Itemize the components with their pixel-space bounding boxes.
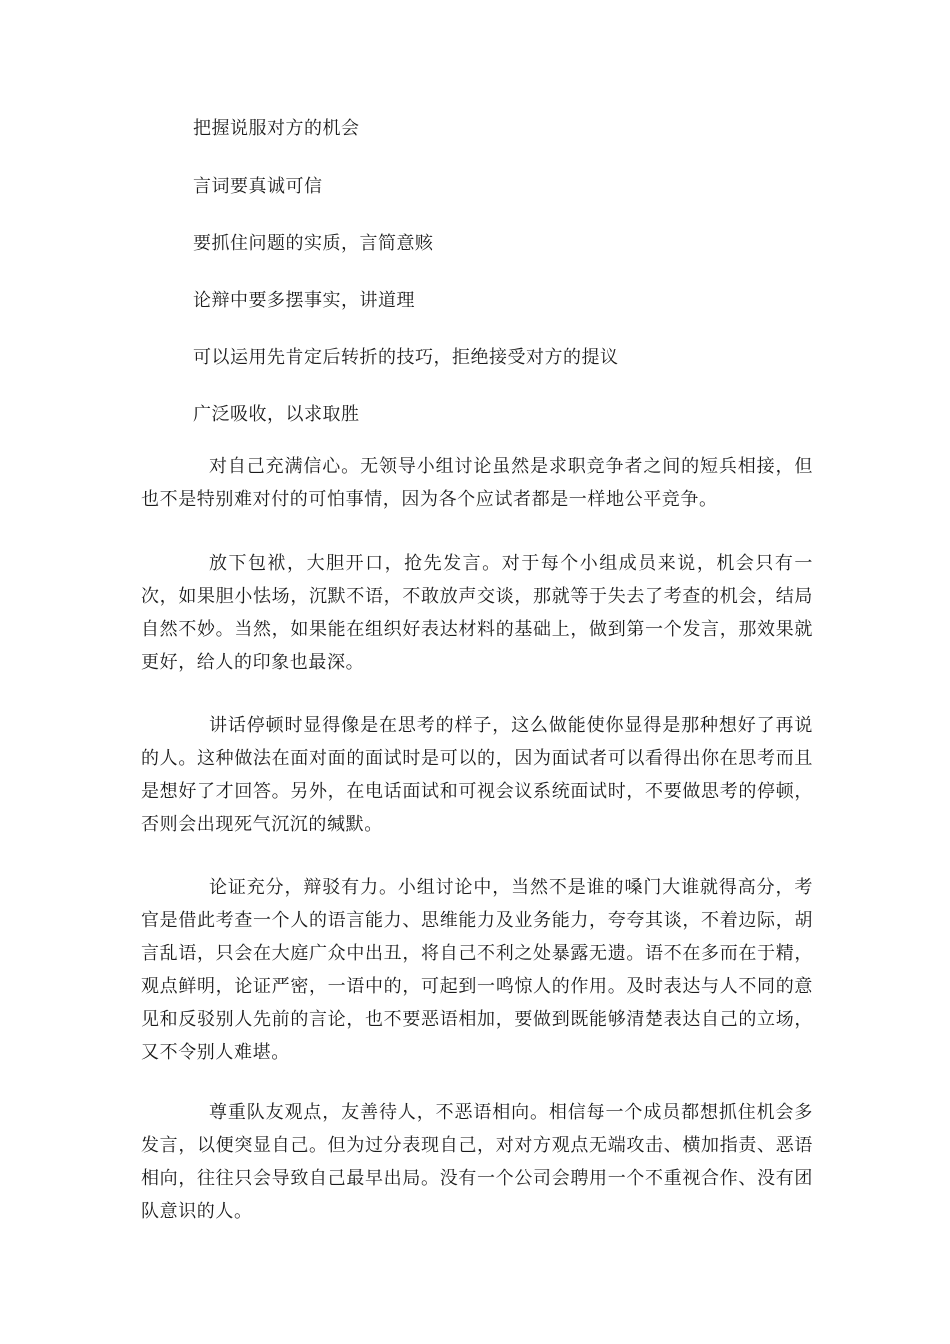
list-item: 把握说服对方的机会	[193, 118, 360, 139]
paragraph: 论证充分，辩驳有力。小组讨论中，当然不是谁的嗓门大谁就得高分，考官是借此考查一个人的语言能力、思维能力及业务能力，夸夸其谈，不着边际，胡言乱语，只会在大庭广众中出丑，将自己不利之处暴露无遗。语不在多而在于精，观点鲜明，论证严密，一语中的，可起到一鸣惊人的作用。及时表达与人不同的意见和反驳别人先前的言论，也不要恶语相加，要做到既能够清楚表达自己的立场，又不令别人难堪。	[141, 877, 813, 1063]
paragraph: 尊重队友观点，友善待人，不恶语相向。相信每一个成员都想抓住机会多发言，以便突显自己。但为过分表现自己，对对方观点无端攻击、横加指责、恶语相向，往往只会导致自己最早出局。没有一个公司会聘用一个不重视合作、没有团队意识的人。	[141, 1102, 813, 1222]
paragraph: 对自己充满信心。无领导小组讨论虽然是求职竞争者之间的短兵相接，但也不是特别难对付的可怕事情，因为各个应试者都是一样地公平竞争。	[141, 456, 813, 510]
paragraph: 放下包袱，大胆开口，抢先发言。对于每个小组成员来说，机会只有一次，如果胆小怯场，沉默不语，不敢放声交谈，那就等于失去了考查的机会，结局自然不妙。当然，如果能在组织好表达材料的基础上，做到第一个发言，那效果就更好，给人的印象也最深。	[141, 553, 813, 673]
list-item: 论辩中要多摆事实，讲道理	[193, 290, 415, 311]
list-item: 可以运用先肯定后转折的技巧，拒绝接受对方的提议	[193, 347, 619, 368]
list-item: 要抓住问题的实质，言简意赅	[193, 233, 434, 254]
list-item: 广泛吸收，以求取胜	[193, 404, 360, 425]
list-item: 言词要真诚可信	[193, 176, 323, 197]
paragraph: 讲话停顿时显得像是在思考的样子，这么做能使你显得是那种想好了再说的人。这种做法在面对面的面试时是可以的，因为面试者可以看得出你在思考而且是想好了才回答。另外，在电话面试和可视会议系统面试时，不要做思考的停顿，否则会出现死气沉沉的缄默。	[141, 715, 813, 835]
